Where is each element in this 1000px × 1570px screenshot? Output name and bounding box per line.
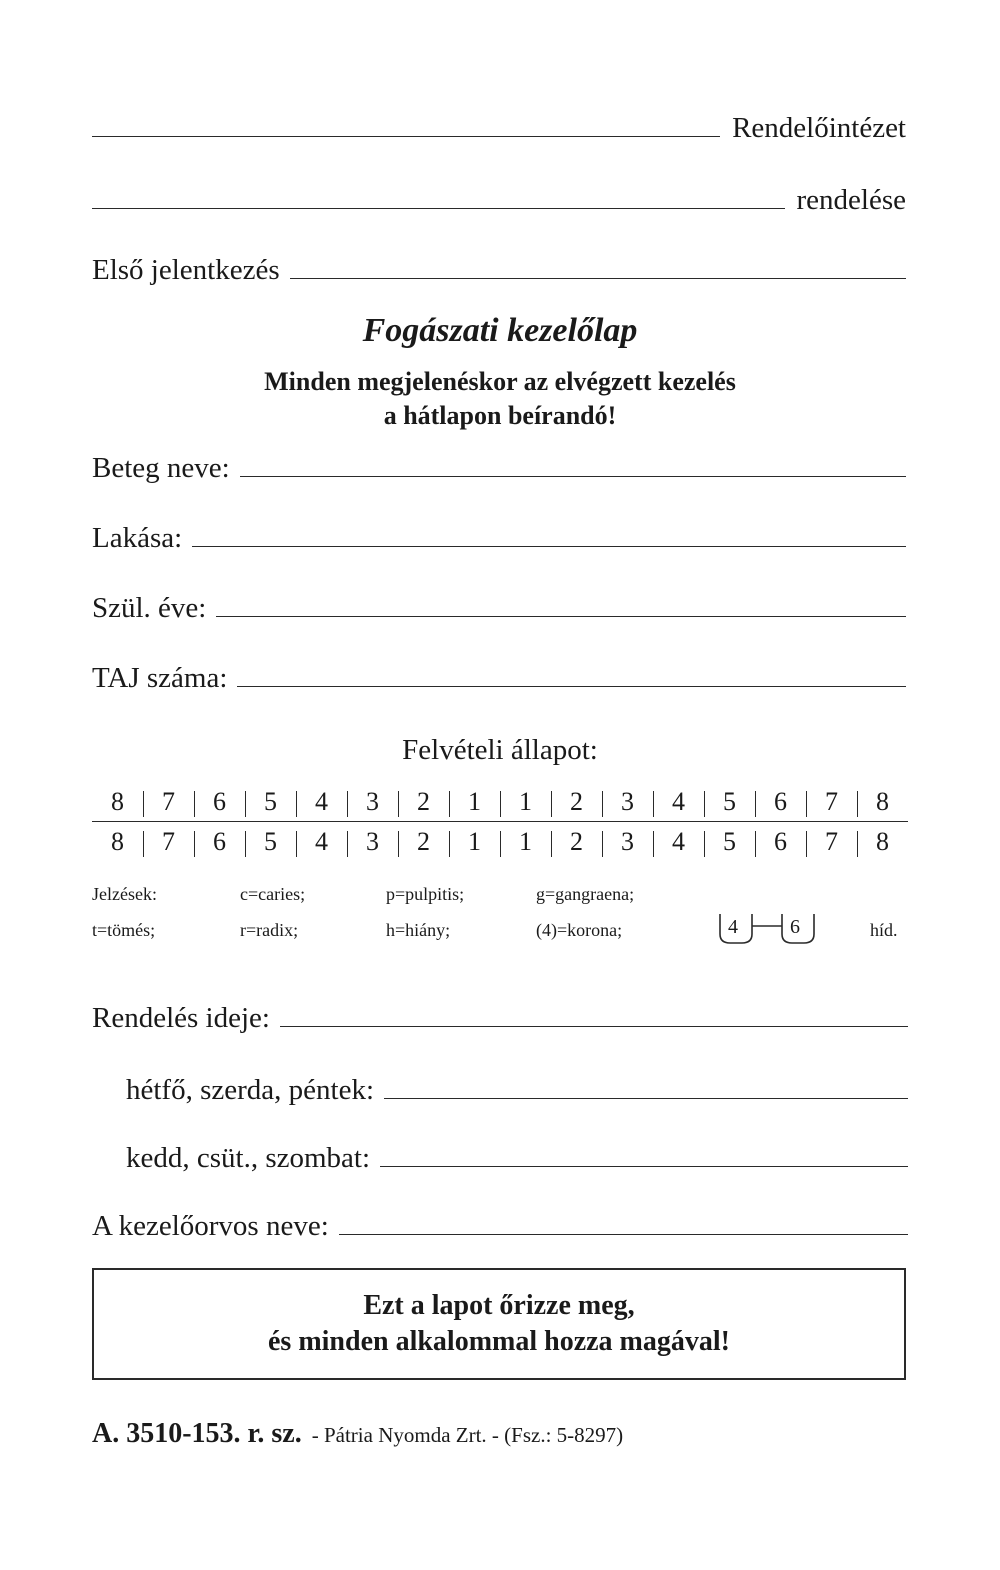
upper-tooth[interactable]: 3 [347, 783, 398, 821]
birth-year-field[interactable] [216, 616, 906, 617]
tts-row [126, 1142, 908, 1175]
service-field[interactable] [92, 208, 785, 209]
mwf-row [126, 1074, 908, 1107]
lower-tooth[interactable]: 5 [704, 823, 755, 861]
institute-row [92, 112, 906, 145]
taj-label: TAJ száma: [92, 662, 228, 694]
bridge-symbol [718, 910, 818, 946]
upper-teeth-row [92, 783, 908, 821]
upper-tooth[interactable]: 6 [194, 783, 245, 821]
lower-tooth[interactable]: 1 [449, 823, 500, 861]
lower-tooth[interactable]: 8 [111, 827, 124, 856]
instruction-line-2: a hátlapon beírandó! [383, 401, 617, 430]
time-field[interactable] [280, 1026, 908, 1027]
legend-title: Jelzések: [92, 884, 157, 904]
lower-tooth[interactable]: 2 [398, 823, 449, 861]
printer-info: - Pátria Nyomda Zrt. - (Fsz.: 5-8297) [311, 1423, 624, 1447]
service-row [92, 184, 906, 217]
notice-line-2: és minden alkalommal hozza magával! [268, 1326, 730, 1357]
tts-field[interactable] [380, 1166, 908, 1167]
lower-tooth[interactable]: 3 [602, 823, 653, 861]
patient-name-field[interactable] [240, 476, 906, 477]
upper-tooth[interactable]: 5 [704, 783, 755, 821]
tooth-chart [92, 783, 908, 863]
lower-tooth[interactable]: 5 [245, 823, 296, 861]
lower-tooth[interactable]: 2 [551, 823, 602, 861]
lower-tooth[interactable]: 6 [755, 823, 806, 861]
legend-pulpitis: p=pulpitis; [386, 884, 465, 904]
tts-label: kedd, csüt., szombat: [126, 1142, 371, 1174]
lower-tooth[interactable]: 7 [806, 823, 857, 861]
upper-tooth[interactable]: 4 [296, 783, 347, 821]
first-visit-field[interactable] [290, 278, 906, 279]
legend-radix: r=radix; [240, 920, 299, 940]
upper-tooth[interactable]: 7 [143, 783, 194, 821]
legend-filling: t=tömés; [92, 920, 156, 940]
lower-tooth[interactable]: 3 [347, 823, 398, 861]
birth-year-label: Szül. éve: [92, 592, 207, 624]
doctor-row [92, 1210, 908, 1243]
legend-missing: h=hiány; [386, 920, 451, 940]
lower-tooth[interactable]: 1 [500, 823, 551, 861]
lower-tooth[interactable]: 4 [296, 823, 347, 861]
lower-teeth-row [92, 823, 908, 861]
lower-tooth[interactable]: 8 [857, 823, 908, 861]
address-label: Lakása: [92, 522, 183, 554]
admission-label: Felvételi állapot: [402, 734, 598, 766]
upper-tooth[interactable]: 1 [449, 783, 500, 821]
lower-tooth[interactable]: 4 [653, 823, 704, 861]
upper-tooth[interactable]: 8 [857, 783, 908, 821]
legend-caries: c=caries; [240, 884, 306, 904]
notice-line-1: Ezt a lapot őrizze meg, [363, 1290, 635, 1321]
taj-row [92, 662, 906, 695]
lower-tooth[interactable]: 7 [143, 823, 194, 861]
upper-tooth[interactable]: 8 [111, 787, 124, 816]
upper-tooth[interactable]: 6 [755, 783, 806, 821]
legend-bridge: híd. [870, 920, 898, 940]
birth-year-row [92, 592, 906, 625]
footer [92, 1418, 623, 1450]
patient-name-row [92, 452, 906, 485]
institute-label: Rendelőintézet [732, 112, 906, 144]
taj-field[interactable] [237, 686, 906, 687]
upper-tooth[interactable]: 2 [398, 783, 449, 821]
doctor-label: A kezelőorvos neve: [92, 1210, 329, 1242]
time-label: Rendelés ideje: [92, 1002, 270, 1034]
upper-tooth[interactable]: 5 [245, 783, 296, 821]
instruction-line-1: Minden megjelenéskor az elvégzett kezelés [264, 367, 736, 396]
address-row [92, 522, 906, 555]
service-label: rendelése [796, 184, 906, 216]
address-field[interactable] [192, 546, 906, 547]
time-row [92, 1002, 908, 1035]
upper-tooth[interactable]: 1 [500, 783, 551, 821]
upper-tooth[interactable]: 2 [551, 783, 602, 821]
upper-tooth[interactable]: 4 [653, 783, 704, 821]
upper-tooth[interactable]: 3 [602, 783, 653, 821]
doctor-field[interactable] [339, 1234, 908, 1235]
mwf-label: hétfő, szerda, péntek: [126, 1074, 375, 1106]
tooth-chart-divider [92, 821, 908, 822]
legend-gangraena: g=gangraena; [536, 884, 635, 904]
patient-name-label: Beteg neve: [92, 452, 230, 484]
notice-box [92, 1268, 906, 1380]
form-code: A. 3510-153. r. sz. [92, 1418, 302, 1449]
first-visit-label: Első jelentkezés [92, 254, 280, 286]
first-visit-row [92, 254, 906, 287]
page-title: Fogászati kezelőlap [362, 312, 638, 349]
legend-crown: (4)=korona; [536, 920, 623, 940]
mwf-field[interactable] [384, 1098, 908, 1099]
upper-tooth[interactable]: 7 [806, 783, 857, 821]
institute-field[interactable] [92, 136, 720, 137]
bridge-right-number: 6 [790, 916, 800, 938]
bridge-left-number: 4 [728, 916, 738, 938]
lower-tooth[interactable]: 6 [194, 823, 245, 861]
